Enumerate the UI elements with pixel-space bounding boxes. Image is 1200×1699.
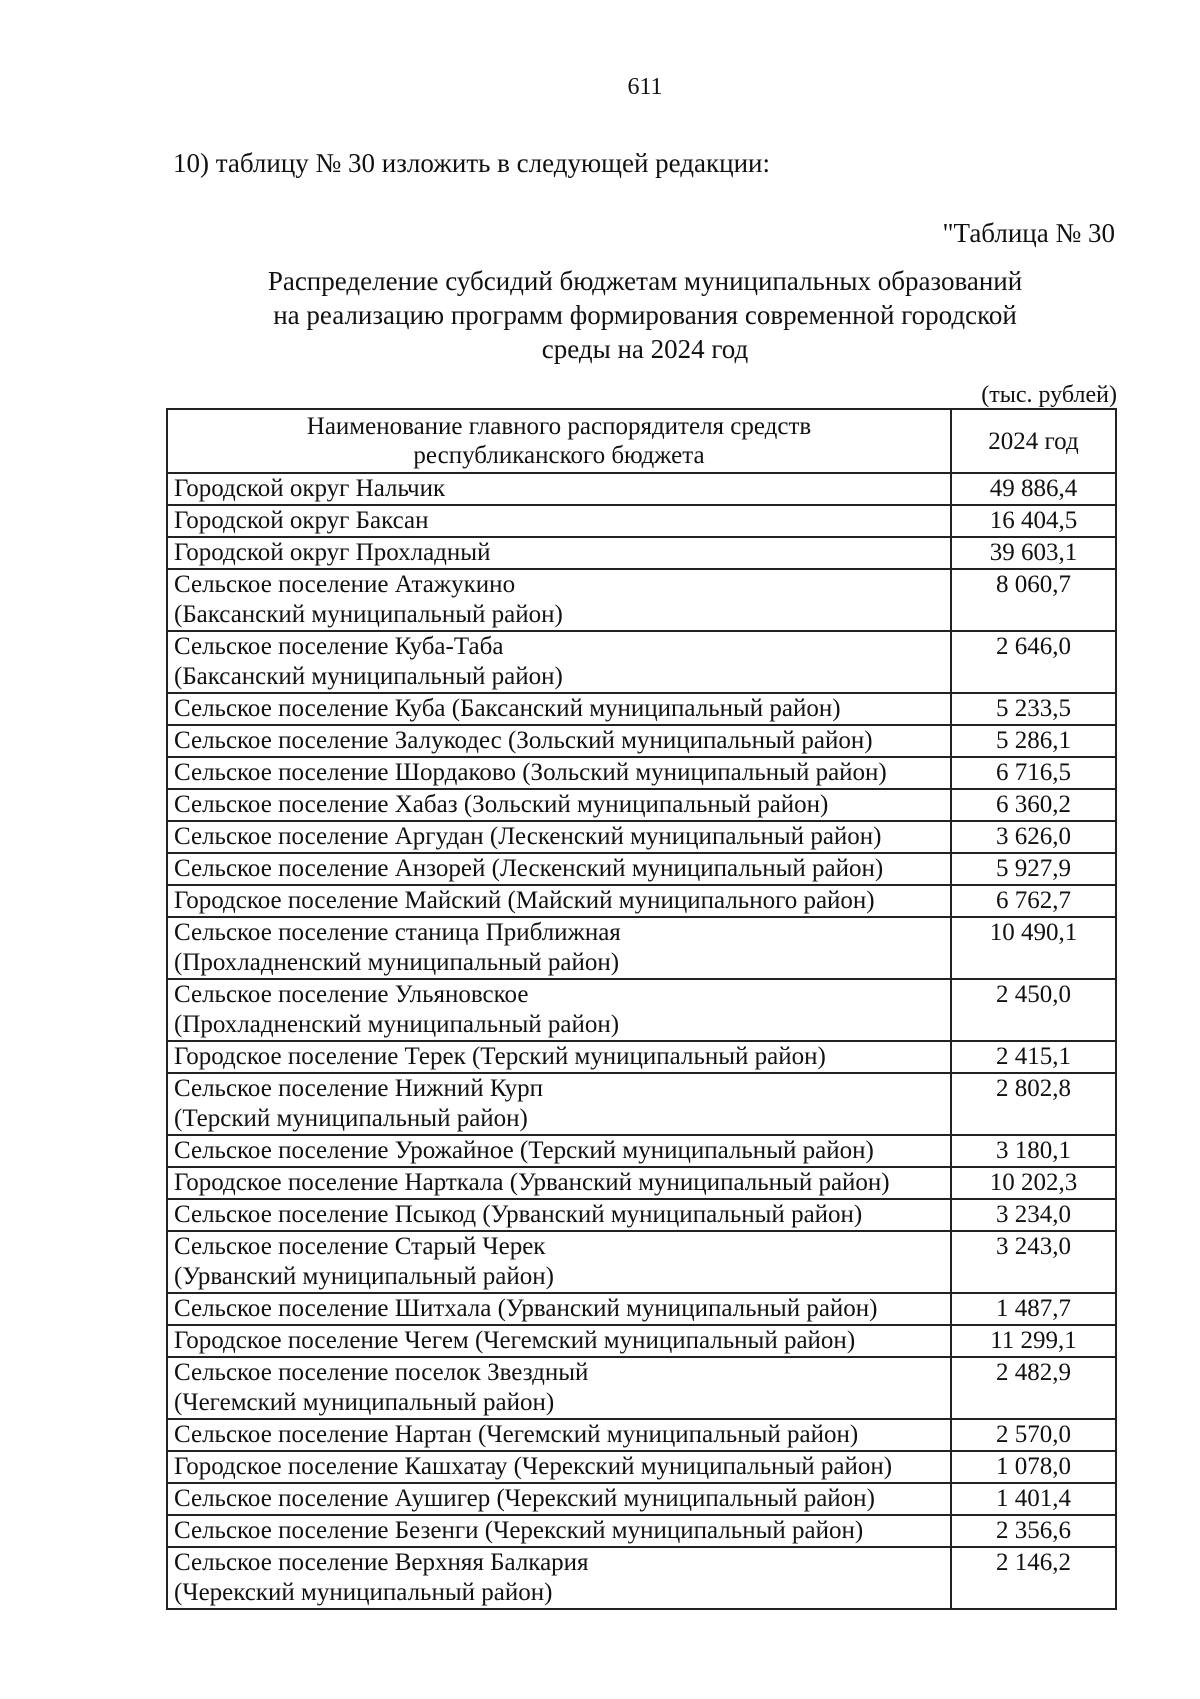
table-row [167,631,1116,693]
row-value: 39 603,1 [951,537,1116,569]
table-row [167,569,1116,631]
header-year-column: 2024 год [951,409,1116,473]
row-value: 3 180,1 [951,1135,1116,1167]
row-name: Городское поселение Кашхатау (Черекский муниципальный район) [174,1453,893,1480]
row-value: 5 286,1 [951,725,1116,757]
table-row [167,821,1116,853]
table-row [167,979,1116,1041]
row-value: 10 202,3 [951,1167,1116,1199]
row-name: Городской округ Нальчик [174,475,446,502]
title-line: среды на 2024 год [541,334,749,364]
page-number: 611 [627,74,663,100]
row-name-cell [167,789,951,821]
row-name: Городской округ Прохладный [174,539,491,566]
row-name-cell [167,569,951,631]
row-name-cell [167,1167,951,1199]
table-row [167,1231,1116,1293]
row-value: 3 234,0 [951,1199,1116,1231]
row-name-continuation: (Прохладненский муниципальный район) [174,1011,620,1038]
row-value: 6 762,7 [951,885,1116,917]
row-name: Сельское поселение Залукодес (Зольский муниципальный район) [174,727,873,754]
row-name-continuation: (Баксанский муниципальный район) [174,663,563,690]
row-name-cell [167,1135,951,1167]
row-name: Сельское поселение Старый Черек [174,1233,546,1260]
row-value: 6 360,2 [951,789,1116,821]
row-name-cell [167,631,951,693]
row-name: Сельское поселение Шитхала (Урванский муниципальный район) [174,1295,878,1322]
row-name: Сельское поселение Псыкод (Урванский муниципальный район) [174,1201,863,1228]
header-name-column: Наименование главного распорядителя средств республиканского бюджета [167,409,951,473]
row-name-continuation: (Баксанский муниципальный район) [174,601,563,628]
row-name-continuation: (Прохладненский муниципальный район) [174,949,620,976]
table-row [167,885,1116,917]
row-name: Сельское поселение Урожайное (Терский муниципальный район) [174,1137,874,1164]
row-name-cell [167,853,951,885]
row-value: 11 299,1 [951,1325,1116,1357]
row-name-cell [167,725,951,757]
table-label: "Таблица № 30 [942,218,1115,248]
title-line: на реализацию программ формирования современной городской [273,300,1017,330]
row-name-cell [167,693,951,725]
row-name-continuation: (Чегемский муниципальный район) [174,1389,555,1416]
row-name: Сельское поселение поселок Звездный [174,1359,589,1386]
row-value: 6 716,5 [951,757,1116,789]
table-row [167,1451,1116,1483]
unit-label: (тыс. рублей) [981,382,1117,408]
row-value: 5 233,5 [951,693,1116,725]
table-row [167,537,1116,569]
row-name: Сельское поселение Куба-Таба [174,633,504,660]
row-value: 16 404,5 [951,505,1116,537]
table-header-row [167,409,1116,473]
row-value: 3 243,0 [951,1231,1116,1293]
table-row [167,1483,1116,1515]
row-value: 1 401,4 [951,1483,1116,1515]
table-row [167,1167,1116,1199]
row-name: Сельское поселение Безенги (Черекский муниципальный район) [174,1517,864,1544]
row-name-cell [167,917,951,979]
subsidy-table [166,408,1117,1610]
row-name: Городской округ Баксан [174,507,429,534]
table-row [167,917,1116,979]
row-name: Сельское поселение Шордаково (Зольский муниципальный район) [174,759,887,786]
row-name-continuation: (Терский муниципальный район) [174,1105,528,1132]
row-name: Сельское поселение Нижний Курп [174,1075,544,1102]
table-row [167,505,1116,537]
table-row [167,757,1116,789]
row-value: 10 490,1 [951,917,1116,979]
row-value: 3 626,0 [951,821,1116,853]
row-name-cell [167,1451,951,1483]
table-row [167,1041,1116,1073]
row-name: Сельское поселение Ульяновское [174,981,529,1008]
title-line: Распределение субсидий бюджетам муниципальных образований [267,266,1023,296]
table-row [167,1199,1116,1231]
row-name-cell [167,1483,951,1515]
row-name-cell [167,1419,951,1451]
row-name-cell [167,979,951,1041]
row-name: Сельское поселение Куба (Баксанский муниципальный район) [174,695,841,722]
table-row [167,725,1116,757]
row-name: Городское поселение Майский (Майский муниципального район) [174,887,875,914]
row-name: Сельское поселение Верхняя Балкария [174,1549,589,1576]
row-name-cell [167,1293,951,1325]
row-name-cell [167,885,951,917]
row-name-cell [167,1041,951,1073]
row-name: Городское поселение Нарткала (Урванский муниципальный район) [174,1169,890,1196]
table-row [167,1357,1116,1419]
row-value: 5 927,9 [951,853,1116,885]
row-value: 1 487,7 [951,1293,1116,1325]
row-name: Сельское поселение станица Приближная [174,919,621,946]
row-value: 2 356,6 [951,1515,1116,1547]
document-title [200,264,1090,366]
row-name: Сельское поселение Аргудан (Лескенский муниципальный район) [174,823,882,850]
row-name: Сельское поселение Анзорей (Лескенский муниципальный район) [174,855,884,882]
table-body [167,473,1116,1609]
table-row [167,853,1116,885]
row-name: Городское поселение Чегем (Чегемский муниципальный район) [174,1327,856,1354]
row-name-cell [167,757,951,789]
table-row [167,1135,1116,1167]
table-row [167,789,1116,821]
row-name-cell [167,821,951,853]
table-row [167,693,1116,725]
row-name-cell [167,473,951,505]
row-value: 2 802,8 [951,1073,1116,1135]
table-row [167,1325,1116,1357]
row-value: 2 415,1 [951,1041,1116,1073]
row-name: Сельское поселение Атажукино [174,571,516,598]
row-name-cell [167,1073,951,1135]
row-name: Сельское поселение Хабаз (Зольский муниципальный район) [174,791,829,818]
row-name-cell [167,537,951,569]
row-name: Городское поселение Терек (Терский муниципальный район) [174,1043,826,1070]
table-row [167,1073,1116,1135]
row-value: 2 482,9 [951,1357,1116,1419]
row-name-cell [167,1357,951,1419]
row-value: 2 646,0 [951,631,1116,693]
row-name: Сельское поселение Аушигер (Черекский муниципальный район) [174,1485,875,1512]
row-name-cell [167,1199,951,1231]
row-name-cell [167,1547,951,1609]
table-row [167,473,1116,505]
row-name-cell [167,505,951,537]
table-row [167,1547,1116,1609]
row-value: 2 570,0 [951,1419,1116,1451]
table-row [167,1419,1116,1451]
row-name-continuation: (Черекский муниципальный район) [174,1579,553,1606]
row-name-cell [167,1231,951,1293]
table-row [167,1293,1116,1325]
table-row [167,1515,1116,1547]
row-value: 2 146,2 [951,1547,1116,1609]
row-name-cell [167,1325,951,1357]
row-value: 49 886,4 [951,473,1116,505]
row-name-cell [167,1515,951,1547]
row-name: Сельское поселение Нартан (Чегемский муниципальный район) [174,1421,859,1448]
intro-text: 10) таблицу № 30 изложить в следующей редакции: [173,148,770,178]
row-value: 1 078,0 [951,1451,1116,1483]
row-value: 2 450,0 [951,979,1116,1041]
row-name-continuation: (Урванский муниципальный район) [174,1263,554,1290]
row-value: 8 060,7 [951,569,1116,631]
